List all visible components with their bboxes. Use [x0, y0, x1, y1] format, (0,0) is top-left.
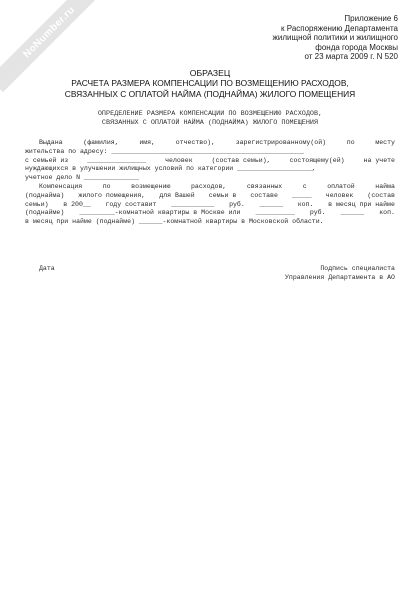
title-line: ОБРАЗЕЦ: [189, 68, 231, 78]
subtitle-line: СВЯЗАННЫХ С ОПЛАТОЙ НАЙМА (ПОДНАЙМА) ЖИЛОГО ПОМЕЩЕНИЯ: [101, 119, 319, 128]
title-line: РАСЧЕТА РАЗМЕРА КОМПЕНСАЦИИ ПО ВОЗМЕЩЕНИЮ РАСХОДОВ,: [71, 78, 349, 89]
document-subtitle: [30, 110, 390, 129]
body-line: (поднайма) жилого помещения, для Вашей семьи в составе _____ человек (состав: [25, 191, 395, 199]
appendix-line: Приложение 6: [344, 14, 398, 23]
appendix-header: [198, 14, 398, 62]
watermark-text: NoNumber.ru: [21, 4, 77, 60]
body-line: с семьей из _______________ человек (состав семьи), состоящему(ей) на учете: [25, 156, 395, 164]
title-line: СВЯЗАННЫХ С ОПЛАТОЙ НАЙМА (ПОДНАЙМА) ЖИЛОГО ПОМЕЩЕНИЯ: [64, 88, 356, 99]
signature-line: Управления Департамента в АО: [284, 273, 395, 281]
appendix-line: фонда города Москвы: [315, 42, 398, 52]
body-line: нуждающихся в улучшении жилищных условий по категории ___________________,: [25, 165, 316, 173]
subtitle-line: ОПРЕДЕЛЕНИЕ РАЗМЕРА КОМПЕНСАЦИИ ПО ВОЗМЕЩЕНИЮ РАСХОДОВ,: [97, 110, 323, 118]
appendix-line: к Распоряжению Департамента: [281, 23, 398, 33]
document-title: [40, 68, 380, 99]
body-line: Выдана (фамилия, имя, отчество), зарегистрированному(ой) по месту: [39, 139, 395, 146]
body-line: (поднайме) _________-комнатной квартиры в Москве или __________ руб. ______ коп.: [25, 209, 395, 217]
body-line: в месяц при найме (поднайме) ______-комнатной квартиры в Московской области.: [25, 218, 324, 226]
body-line: жительства по адресу: _________________________________________________: [25, 147, 304, 155]
appendix-line: жилищной политики и жилищного: [272, 33, 398, 43]
date-label: Дата: [39, 265, 55, 272]
document-body: [25, 139, 395, 227]
body-line: учетное дело N ______________: [25, 174, 139, 182]
appendix-line: от 23 марта 2009 г. N 520: [304, 52, 398, 62]
signature-line: Подпись специалиста: [320, 265, 395, 272]
body-line: семьи) в 200__ году составит ___________ руб. ______ коп. в месяц при найме: [25, 200, 395, 208]
specialist-signature: [285, 265, 395, 283]
body-line: Компенсация по возмещению расходов, связанных с оплатой найма: [39, 182, 395, 190]
